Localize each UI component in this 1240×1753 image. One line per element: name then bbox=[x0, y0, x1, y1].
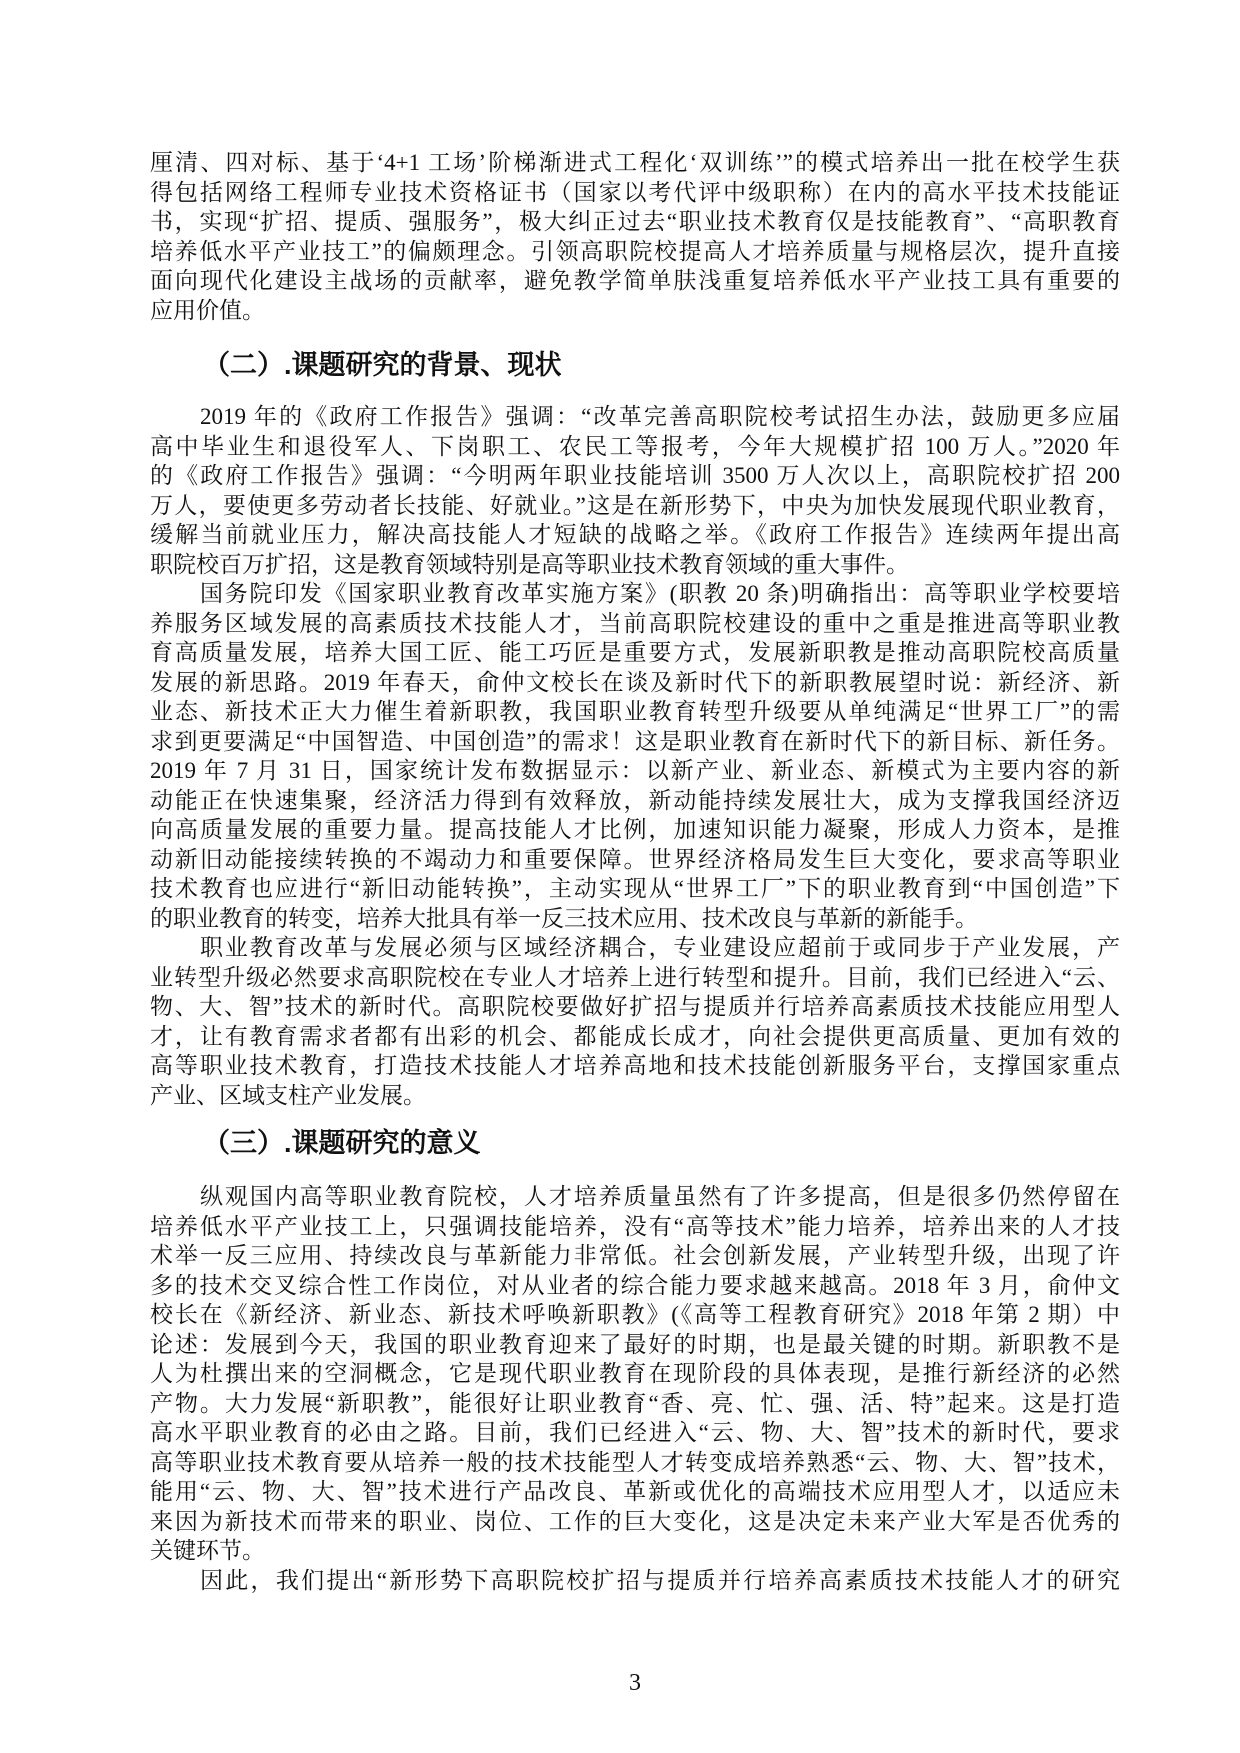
text-line: 关键环节。 bbox=[150, 1538, 265, 1563]
paragraph-state-council-plan bbox=[150, 579, 1120, 933]
text-line: 产业、区域支柱产业发展。 bbox=[150, 1082, 426, 1108]
text-line: 因此，我们提出“新形势下高职院校扩招与提质并行培养高素质技术技能人才的研究 bbox=[200, 1567, 1120, 1593]
text-line: 动新旧动能接续转换的不竭动力和重要保障。世界经济格局发生巨大变化，要求高等职业 bbox=[150, 846, 1120, 872]
text-line: 动能正在快速集聚，经济活力得到有效释放，新动能持续发展壮大，成为支撑我国经济迈 bbox=[150, 787, 1120, 813]
text-line: 纵观国内高等职业教育院校，人才培养质量虽然有了许多提高，但是很多仍然停留在 bbox=[200, 1184, 1120, 1209]
text-line: 职业教育改革与发展必须与区域经济耦合，专业建设应超前于或同步于产业发展，产 bbox=[200, 935, 1120, 960]
text-line: 2019 年 7 月 31 日，国家统计发布数据显示：以新产业、新业态、新模式为主要内容的新 bbox=[150, 758, 1120, 783]
text-line: 培养低水平产业技工上，只强调技能培养，没有“高等技术”能力培养，培养出来的人才技 bbox=[150, 1213, 1120, 1239]
section-significance-body bbox=[150, 1182, 1120, 1595]
text-line: 应用价值。 bbox=[150, 297, 265, 323]
text-line: 术举一反三应用、持续改良与革新能力非常低。社会创新发展，产业转型升级，出现了许 bbox=[150, 1243, 1120, 1268]
text-line: 高等职业技术教育要从培养一般的技术技能型人才转变成培养熟悉“云、物、大、智”技术， bbox=[150, 1449, 1120, 1475]
text-line: 养服务区域发展的高素质技术技能人才，当前高职院校建设的重中之重是推进高等职业教 bbox=[150, 610, 1120, 636]
section-heading-significance: （三）.课题研究的意义 bbox=[203, 1128, 481, 1158]
text-line: 面向现代化建设主战场的贡献率，避免教学简单肤浅重复培养低水平产业技工具有重要的 bbox=[150, 268, 1120, 293]
text-line: 万人，要使更多劳动者长技能、好就业。”这是在新形势下，中央为加快发展现代职业教育， bbox=[150, 492, 1120, 518]
text-line: 2019 年的《政府工作报告》强调：“改革完善高职院校考试招生办法，鼓励更多应届 bbox=[200, 404, 1120, 429]
text-line: 能用“云、物、大、智”技术进行产品改良、革新或优化的高端技术应用型人才，以适应未 bbox=[150, 1479, 1120, 1504]
text-line: 业态、新技术正大力催生着新职教，我国职业教育转型升级要从单纯满足“世界工厂”的需 bbox=[150, 699, 1120, 724]
text-line: 向高质量发展的重要力量。提高技能人才比例，加速知识能力凝聚，形成人力资本，是推 bbox=[150, 817, 1120, 842]
text-line: 培养低水平产业技工”的偏颇理念。引领高职院校提高人才培养质量与规格层次，提升直接 bbox=[150, 238, 1120, 264]
text-line: 发展的新思路。2019 年春天，俞仲文校长在谈及新时代下的新职教展望时说：新经济、新 bbox=[150, 669, 1120, 695]
text-line: 高中毕业生和退役军人、下岗职工、农民工等报考，今年大规模扩招 100 万人。”2020 年 bbox=[150, 433, 1120, 459]
page-number: 3 bbox=[629, 1670, 641, 1696]
section-background-body bbox=[150, 402, 1120, 1110]
paragraph-regional-economy bbox=[150, 933, 1120, 1110]
text-line: 产物。大力发展“新职教”，能很好让职业教育“香、亮、忙、强、活、特”起来。这是打造 bbox=[150, 1390, 1120, 1416]
text-line: 厘清、四对标、基于‘4+1 工场’阶梯渐进式工程化‘双训练’”的模式培养出一批在校学生获 bbox=[150, 150, 1120, 175]
text-line: 育高质量发展，培养大国工匠、能工巧匠是重要方式，发展新职教是推动高职院校高质量 bbox=[150, 640, 1120, 665]
text-line: 论述：发展到今天，我国的职业教育迎来了最好的时期，也是最关键的时期。新职教不是 bbox=[150, 1331, 1120, 1357]
text-line: 求到更要满足“中国智造、中国创造”的需求！这是职业教育在新时代下的新目标、新任务。 bbox=[150, 728, 1120, 754]
text-line: 职院校百万扩招，这是教育领域特别是高等职业技术教育领域的重大事件。 bbox=[150, 551, 909, 577]
text-line: 校长在《新经济、新业态、新技术呼唤新职教》(《高等工程教育研究》2018 年第 2 期）中 bbox=[150, 1302, 1120, 1327]
intro-continuation bbox=[150, 148, 1120, 325]
text-line: 的《政府工作报告》强调：“今明两年职业技能培训 3500 万人次以上，高职院校扩招 200 bbox=[150, 463, 1120, 488]
paragraph-conclusion bbox=[150, 1566, 1120, 1596]
text-line: 才，让有教育需求者都有出彩的机会、都能成长成才，向社会提供更高质量、更加有效的 bbox=[150, 1023, 1120, 1049]
text-line: 高水平职业教育的必由之路。目前，我们已经进入“云、物、大、智”技术的新时代，要求 bbox=[150, 1420, 1120, 1445]
text-line: 缓解当前就业压力，解决高技能人才短缺的战略之举。《政府工作报告》连续两年提出高 bbox=[150, 522, 1120, 547]
text-line: 高等职业技术教育，打造技术技能人才培养高地和技术技能创新服务平台，支撑国家重点 bbox=[150, 1053, 1120, 1078]
text-line: 国务院印发《国家职业教育改革实施方案》(职教 20 条)明确指出：高等职业学校要培 bbox=[200, 581, 1120, 606]
text-line: 得包括网络工程师专业技术资格证书（国家以考代评中级职称）在内的高水平技术技能证 bbox=[150, 179, 1120, 205]
text-line: 技术教育也应进行“新旧动能转换”，主动实现从“世界工厂”下的职业教育到“中国创造”下 bbox=[150, 876, 1120, 901]
section-heading-background: （二）.课题研究的背景、现状 bbox=[203, 350, 562, 380]
text-line: 业转型升级必然要求高职院校在专业人才培养上进行转型和提升。目前，我们已经进入“云、 bbox=[150, 964, 1120, 990]
text-line: 来因为新技术而带来的职业、岗位、工作的巨大变化，这是决定未来产业大军是否优秀的 bbox=[150, 1508, 1120, 1534]
text-line: 多的技术交叉综合性工作岗位，对从业者的综合能力要求越来越高。2018 年 3 月，俞仲文 bbox=[150, 1272, 1120, 1298]
paragraph-quality-overview bbox=[150, 1182, 1120, 1566]
text-line: 物、大、智”技术的新时代。高职院校要做好扩招与提质并行培养高素质技术技能应用型人 bbox=[150, 994, 1120, 1019]
text-line: 人为杜撰出来的空洞概念，它是现代职业教育在现阶段的具体表现，是推行新经济的必然 bbox=[150, 1361, 1120, 1386]
text-line: 的职业教育的转变，培养大批具有举一反三技术应用、技术改良与革新的新能手。 bbox=[150, 905, 978, 931]
text-line: 书，实现“扩招、提质、强服务”，极大纠正过去“职业技术教育仅是技能教育”、“高职教育 bbox=[150, 209, 1120, 234]
paragraph-government-report bbox=[150, 402, 1120, 579]
